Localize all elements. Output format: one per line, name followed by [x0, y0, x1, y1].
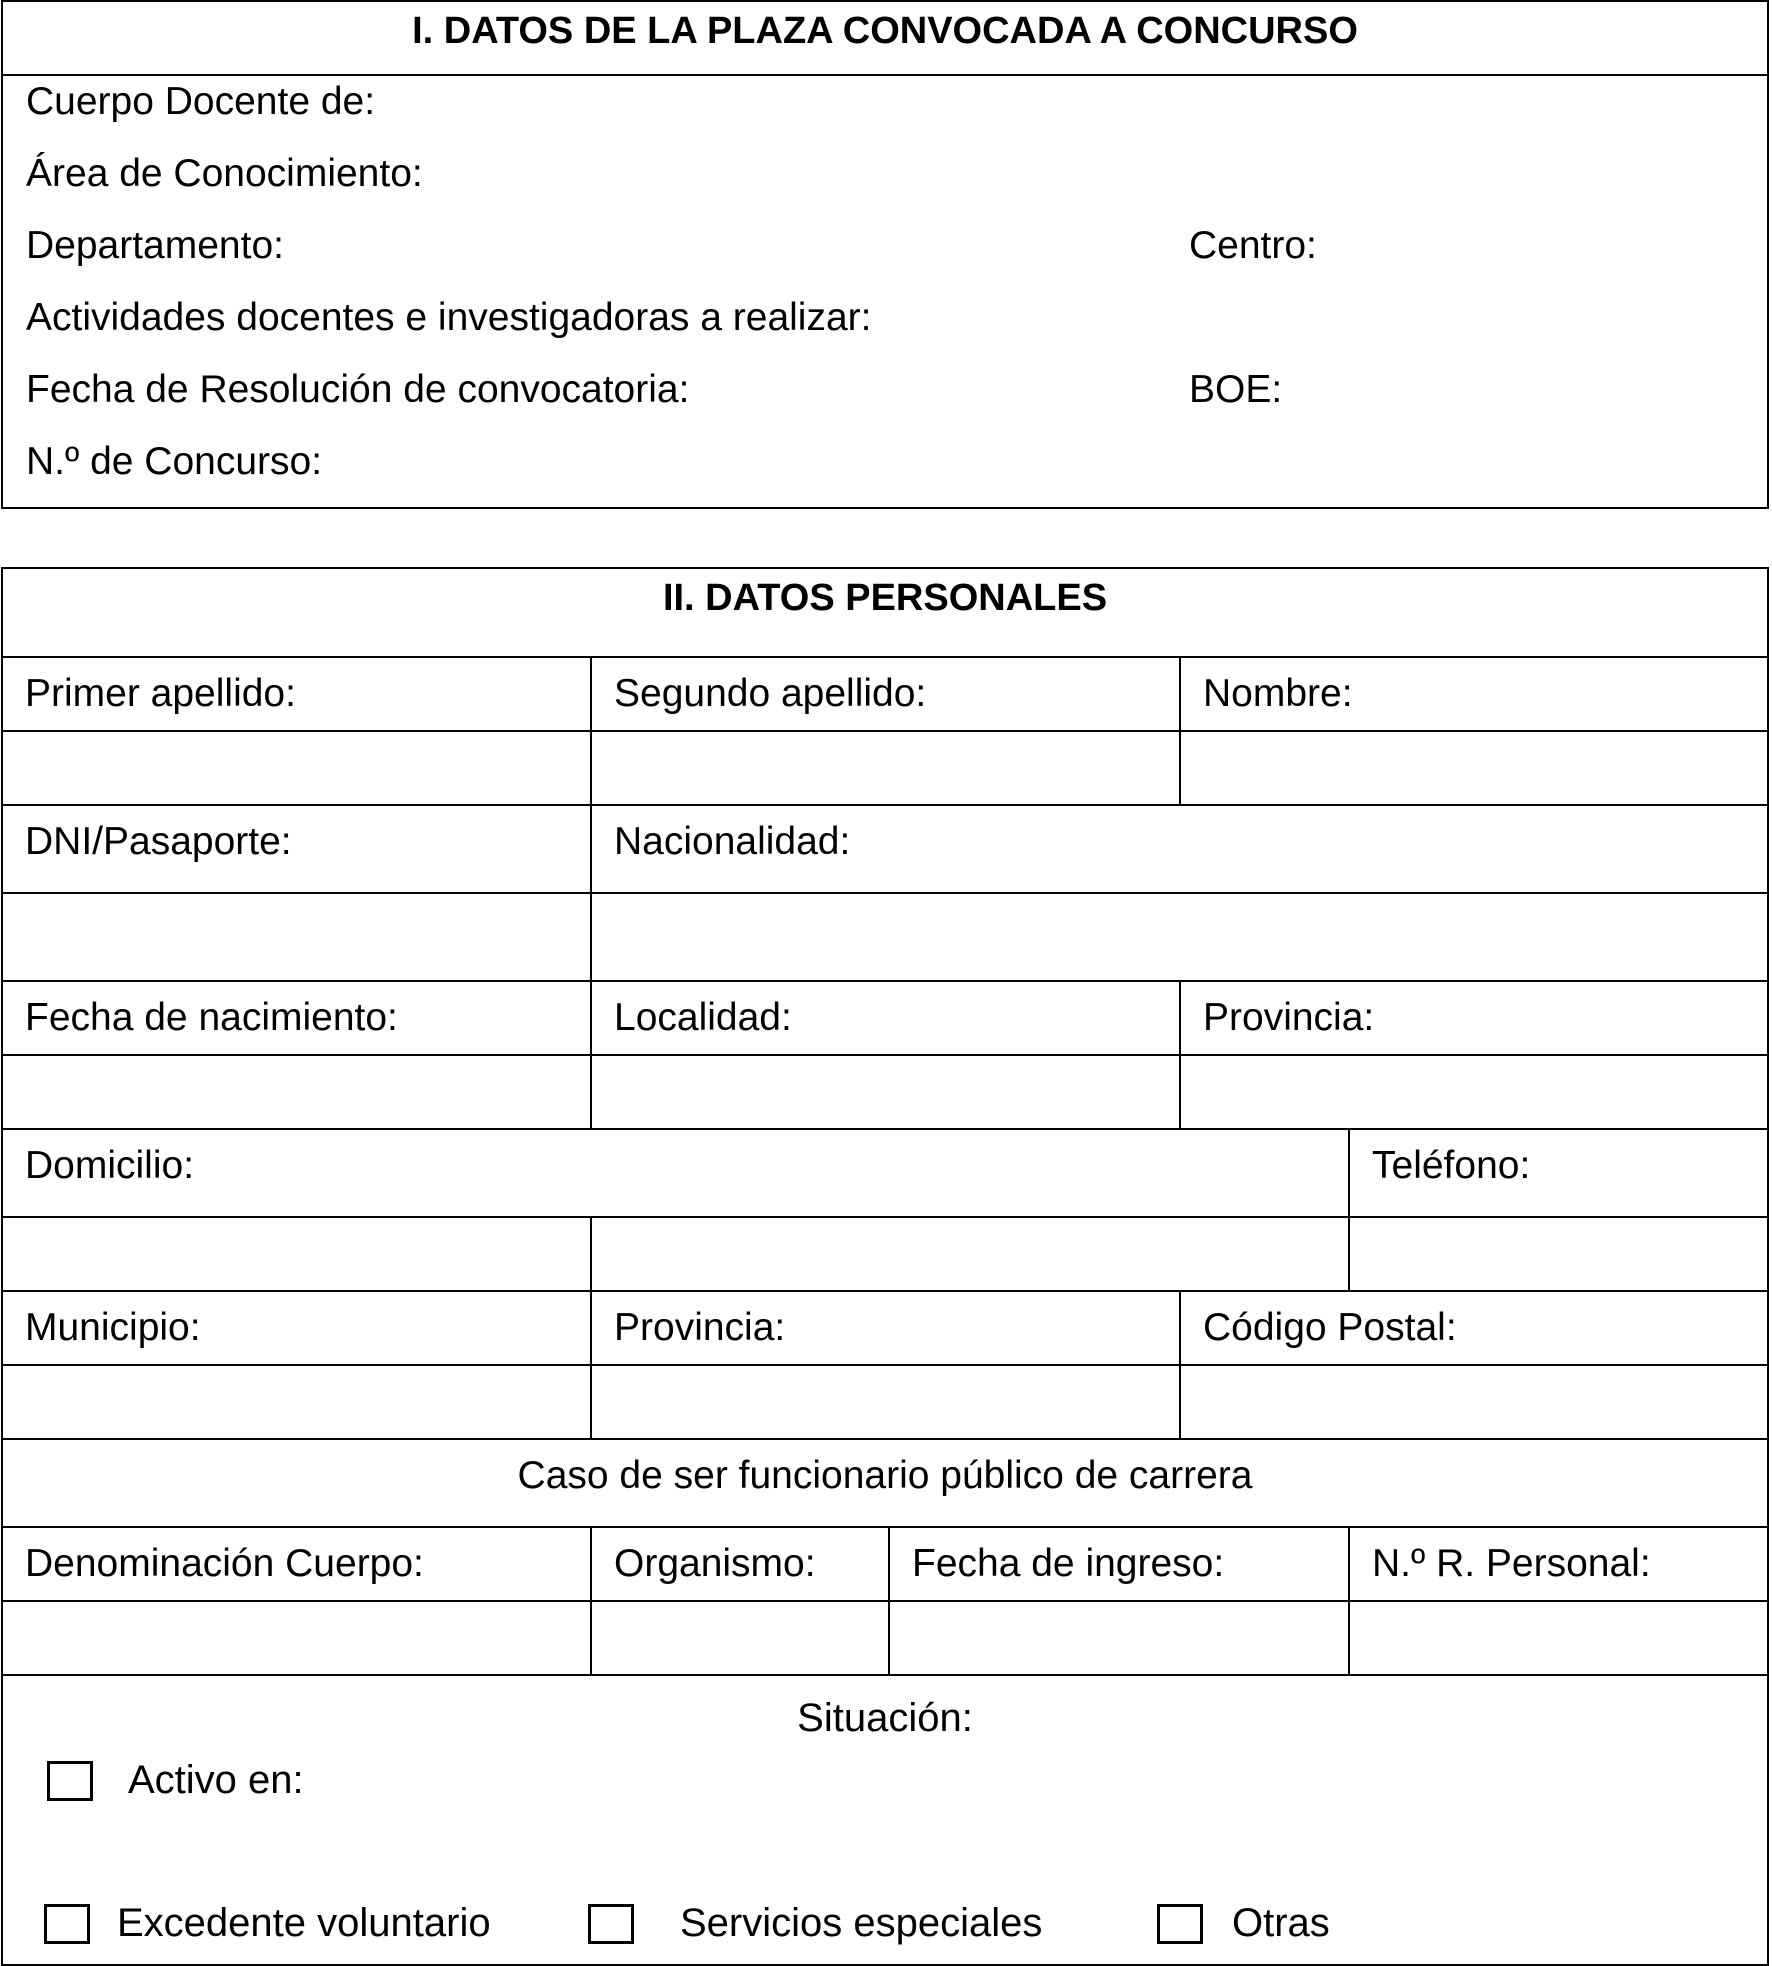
- excedente-label: Excedente voluntario: [117, 1901, 491, 1945]
- nombre-field[interactable]: [1181, 732, 1767, 806]
- municipio-field[interactable]: [3, 1366, 592, 1440]
- domicilio-field-a[interactable]: [3, 1218, 592, 1292]
- fecha-resolucion-label: Fecha de Resolución de convocatoria:: [26, 368, 690, 411]
- otras-checkbox[interactable]: [1157, 1904, 1203, 1944]
- area-conocimiento-label: Área de Conocimiento:: [26, 152, 423, 195]
- otras-label: Otras: [1232, 1901, 1330, 1945]
- section-personales: [1, 567, 1769, 1966]
- primer-apellido-label: Primer apellido:: [3, 658, 592, 732]
- provincia-domicilio-label: Provincia:: [592, 1292, 1181, 1366]
- telefono-field[interactable]: [1350, 1218, 1767, 1292]
- segundo-apellido-field[interactable]: [592, 732, 1181, 806]
- provincia-nacimiento-label: Provincia:: [1181, 982, 1767, 1056]
- codigo-postal-label: Código Postal:: [1181, 1292, 1767, 1366]
- localidad-label: Localidad:: [592, 982, 1181, 1056]
- denominacion-cuerpo-field[interactable]: [3, 1602, 592, 1676]
- nrp-field[interactable]: [1350, 1602, 1767, 1676]
- dni-label: DNI/Pasaporte:: [3, 806, 592, 894]
- section-personales-title-text: II. DATOS PERSONALES: [662, 577, 1108, 619]
- domicilio-label: Domicilio:: [3, 1130, 1350, 1218]
- nombre-label: Nombre:: [1181, 658, 1767, 732]
- situacion-block: [3, 1676, 1767, 1964]
- domicilio-field-b[interactable]: [592, 1218, 1350, 1292]
- section-plaza-title: [3, 2, 1767, 76]
- fecha-nacimiento-field[interactable]: [3, 1056, 592, 1130]
- funcionario-heading-text: Caso de ser funcionario público de carrera: [517, 1454, 1253, 1497]
- section-plaza: [1, 0, 1769, 509]
- cuerpo-docente-label: Cuerpo Docente de:: [26, 80, 376, 123]
- provincia-nacimiento-field[interactable]: [1181, 1056, 1767, 1130]
- codigo-postal-field[interactable]: [1181, 1366, 1767, 1440]
- denominacion-cuerpo-label: Denominación Cuerpo:: [3, 1528, 592, 1602]
- fecha-ingreso-label: Fecha de ingreso:: [890, 1528, 1350, 1602]
- boe-label: BOE:: [1189, 368, 1283, 411]
- segundo-apellido-label: Segundo apellido:: [592, 658, 1181, 732]
- funcionario-heading: [3, 1440, 1767, 1528]
- fecha-nacimiento-label: Fecha de nacimiento:: [3, 982, 592, 1056]
- situacion-label: Situación:: [797, 1696, 973, 1740]
- nacionalidad-label: Nacionalidad:: [592, 806, 1767, 894]
- telefono-label: Teléfono:: [1350, 1130, 1767, 1218]
- centro-label: Centro:: [1189, 224, 1317, 267]
- num-concurso-label: N.º de Concurso:: [26, 440, 323, 483]
- fecha-ingreso-field[interactable]: [890, 1602, 1350, 1676]
- municipio-label: Municipio:: [3, 1292, 592, 1366]
- primer-apellido-field[interactable]: [3, 732, 592, 806]
- servicios-checkbox[interactable]: [588, 1904, 634, 1944]
- section-personales-title: [3, 569, 1767, 658]
- servicios-label: Servicios especiales: [680, 1901, 1043, 1945]
- actividades-label: Actividades docentes e investigadoras a realizar:: [26, 296, 872, 339]
- nrp-label: N.º R. Personal:: [1350, 1528, 1767, 1602]
- organismo-field[interactable]: [592, 1602, 890, 1676]
- activo-checkbox[interactable]: [47, 1761, 93, 1801]
- nacionalidad-field[interactable]: [592, 894, 1767, 982]
- localidad-field[interactable]: [592, 1056, 1181, 1130]
- activo-label: Activo en:: [128, 1758, 304, 1802]
- dni-field[interactable]: [3, 894, 592, 982]
- departamento-label: Departamento:: [26, 224, 284, 267]
- excedente-checkbox[interactable]: [44, 1904, 90, 1944]
- organismo-label: Organismo:: [592, 1528, 890, 1602]
- section-plaza-title-text: I. DATOS DE LA PLAZA CONVOCADA A CONCURSO: [412, 10, 1358, 52]
- provincia-domicilio-field[interactable]: [592, 1366, 1181, 1440]
